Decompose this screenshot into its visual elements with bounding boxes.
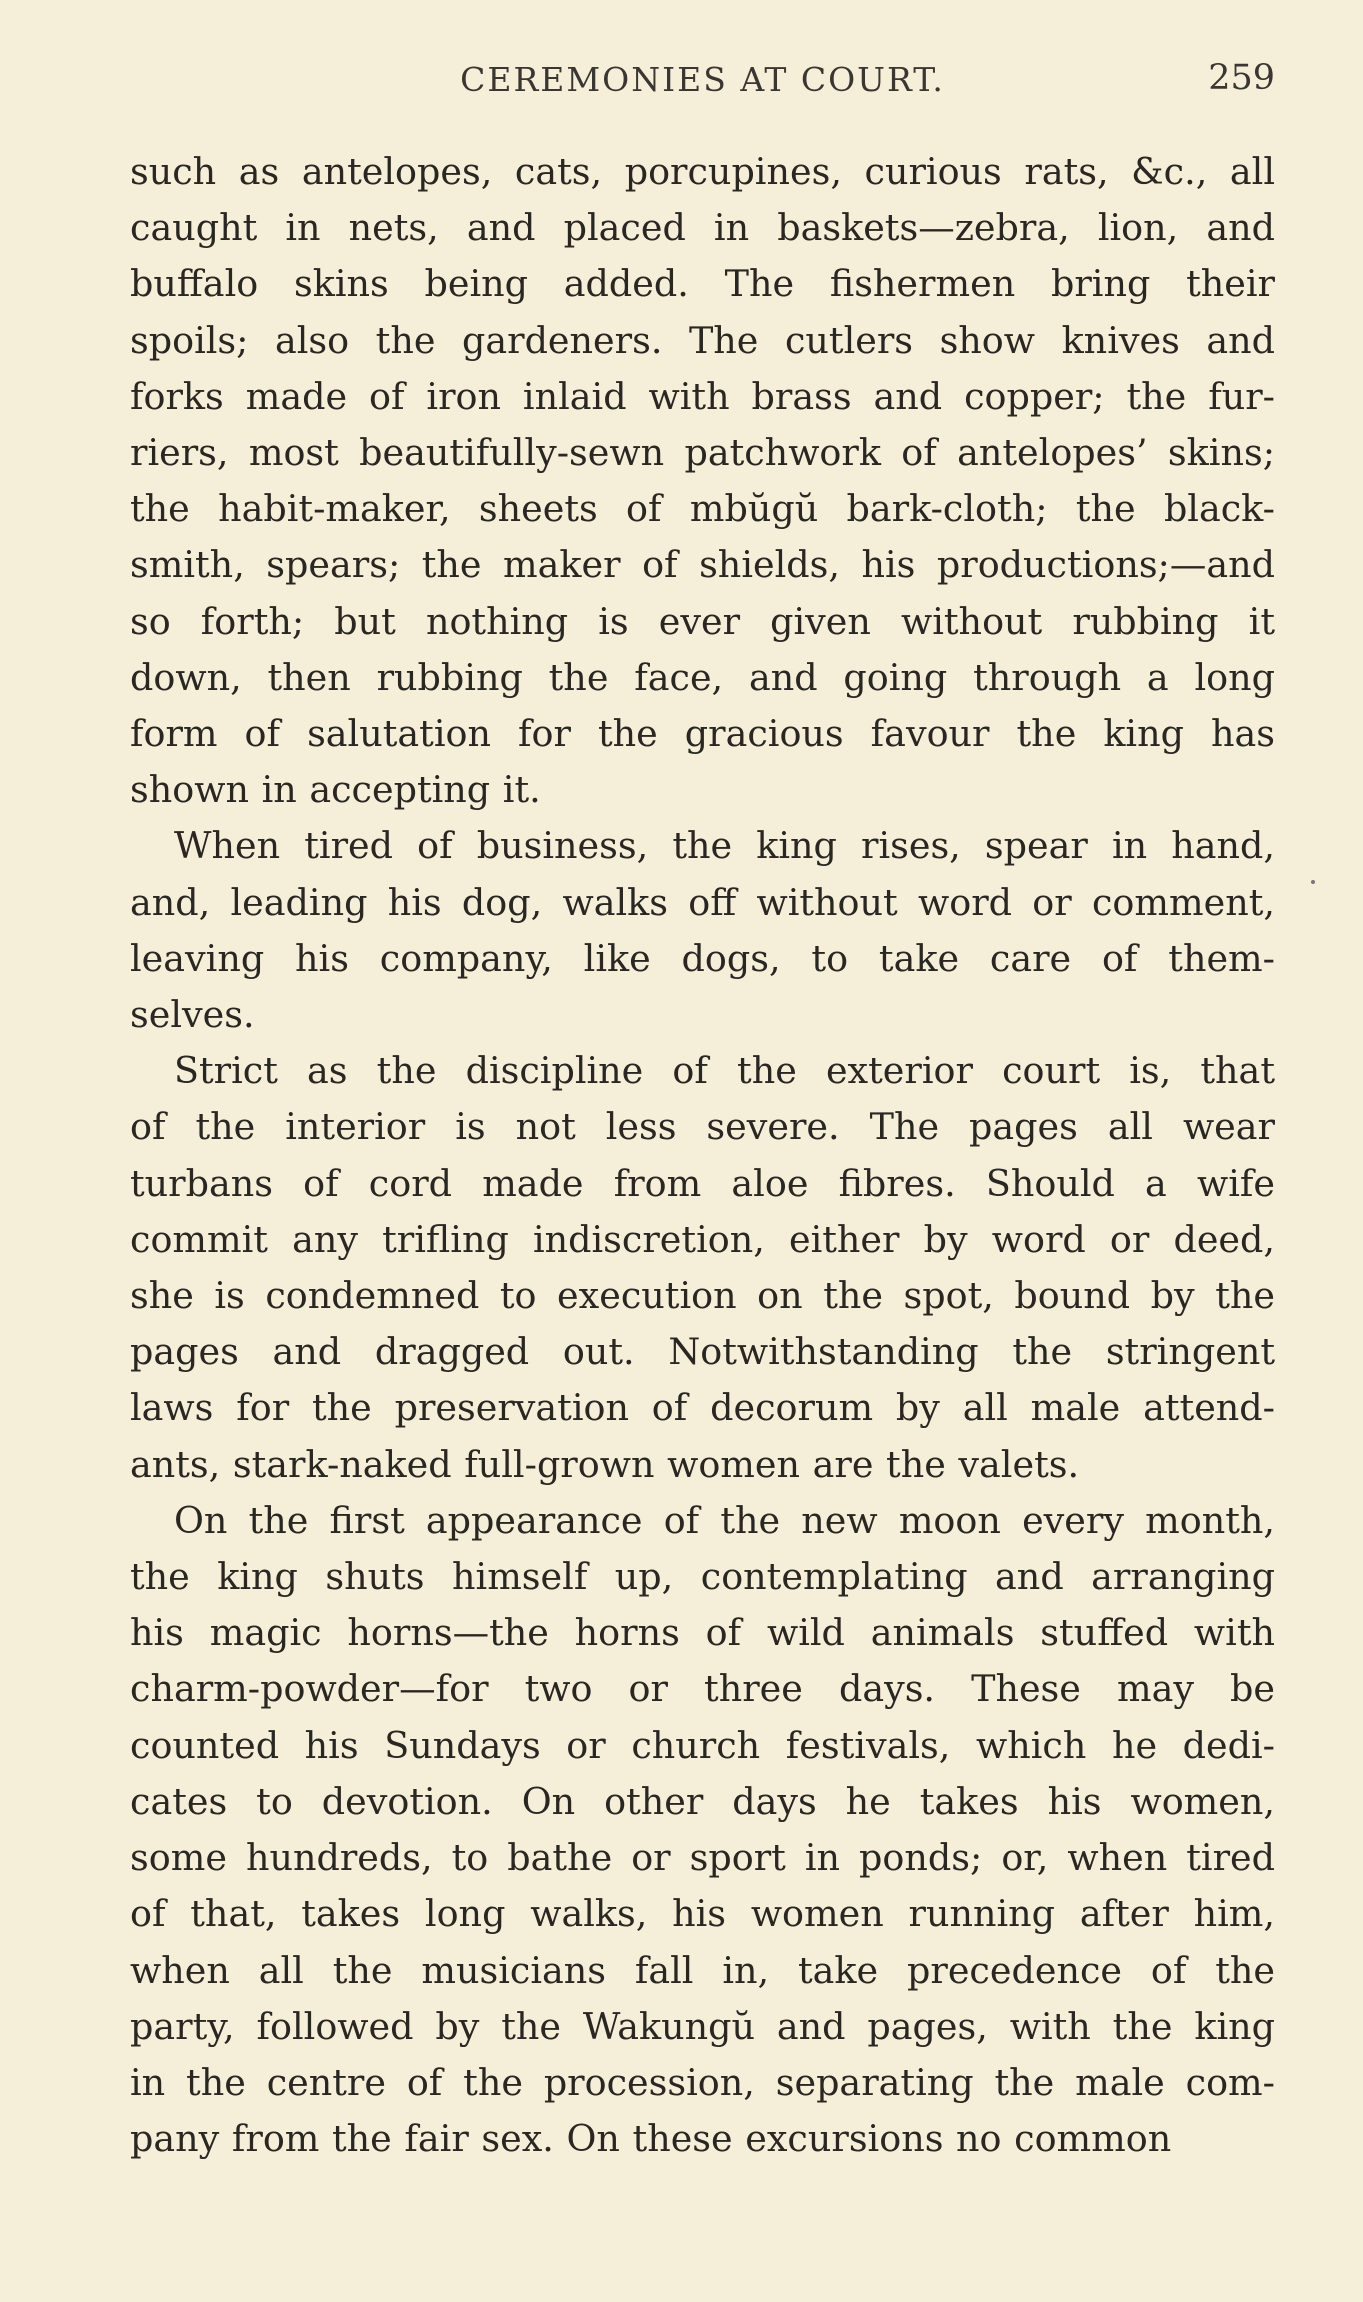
running-head [130, 58, 1275, 106]
text-line: down, then rubbing the face, and going through a long [130, 655, 1275, 699]
text-line: of that, takes long walks, his women running after him, [130, 1892, 1275, 1936]
text-line: shown in accepting it. [130, 768, 541, 812]
text-line: form of salutation for the gracious favour the king has [130, 712, 1275, 756]
text-line: spoils; also the gardeners. The cutlers show knives and [130, 318, 1275, 362]
text-line: so forth; but nothing is ever given without rubbing it [130, 599, 1275, 643]
text-line: riers, most beautifully-sewn patchwork of antelopes’ skins; [130, 431, 1275, 475]
text-line: turbans of cord made from aloe fibres. Should a wife [130, 1161, 1275, 1205]
text-line: Strict as the discipline of the exterior court is, that [174, 1049, 1275, 1093]
text-line: and, leading his dog, walks off without word or comment, [130, 880, 1275, 924]
text-line: pages and dragged out. Notwithstanding the stringent [130, 1330, 1275, 1374]
text-line: party, followed by the Wakungŭ and pages, with the king [130, 2004, 1275, 2048]
text-line: commit any trifling indiscretion, either by word or deed, [130, 1217, 1275, 1261]
text-line: the king shuts himself up, contemplating and arranging [130, 1555, 1275, 1599]
text-line: selves. [130, 993, 255, 1037]
text-line: of the interior is not less severe. The pages all wear [130, 1105, 1275, 1149]
body-text [130, 144, 1275, 2167]
text-line: buffalo skins being added. The fishermen bring their [130, 262, 1275, 306]
page-number: 259 [1208, 58, 1275, 98]
text-line: When tired of business, the king rises, spear in hand, [174, 824, 1275, 868]
text-line: counted his Sundays or church festivals, which he dedi- [130, 1723, 1275, 1767]
paragraph [130, 1493, 1275, 2167]
paragraph [130, 818, 1275, 1043]
text-line: his magic horns—the horns of wild animals stuffed with [130, 1611, 1275, 1655]
text-line: ants, stark-naked full-grown women are the valets. [130, 1442, 1080, 1486]
book-page [130, 58, 1275, 2167]
text-line: the habit-maker, sheets of mbŭgŭ bark-cloth; the black- [130, 487, 1275, 531]
paper-speck [1311, 880, 1315, 884]
text-line: smith, spears; the maker of shields, his productions;—and [130, 543, 1275, 587]
text-line: pany from the fair sex. On these excursions no common [130, 2117, 1172, 2161]
text-line: she is condemned to execution on the spot, bound by the [130, 1274, 1275, 1318]
text-line: On the first appearance of the new moon every month, [174, 1498, 1275, 1542]
text-line: cates to devotion. On other days he takes his women, [130, 1779, 1275, 1823]
text-line: laws for the preservation of decorum by all male attend- [130, 1386, 1275, 1430]
paragraph [130, 144, 1275, 818]
text-line: when all the musicians fall in, take precedence of the [130, 1948, 1275, 1992]
text-line: forks made of iron inlaid with brass and copper; the fur- [130, 374, 1275, 418]
text-line: in the centre of the procession, separating the male com- [130, 2060, 1275, 2104]
paragraph [130, 1043, 1275, 1493]
text-line: caught in nets, and placed in baskets—zebra, lion, and [130, 206, 1275, 250]
running-title: CEREMONIES AT COURT. [460, 60, 945, 99]
text-line: some hundreds, to bathe or sport in ponds; or, when tired [130, 1836, 1275, 1880]
text-line: leaving his company, like dogs, to take care of them- [130, 936, 1275, 980]
text-line: charm-powder—for two or three days. These may be [130, 1667, 1275, 1711]
text-line: such as antelopes, cats, porcupines, curious rats, &c., all [130, 150, 1275, 193]
